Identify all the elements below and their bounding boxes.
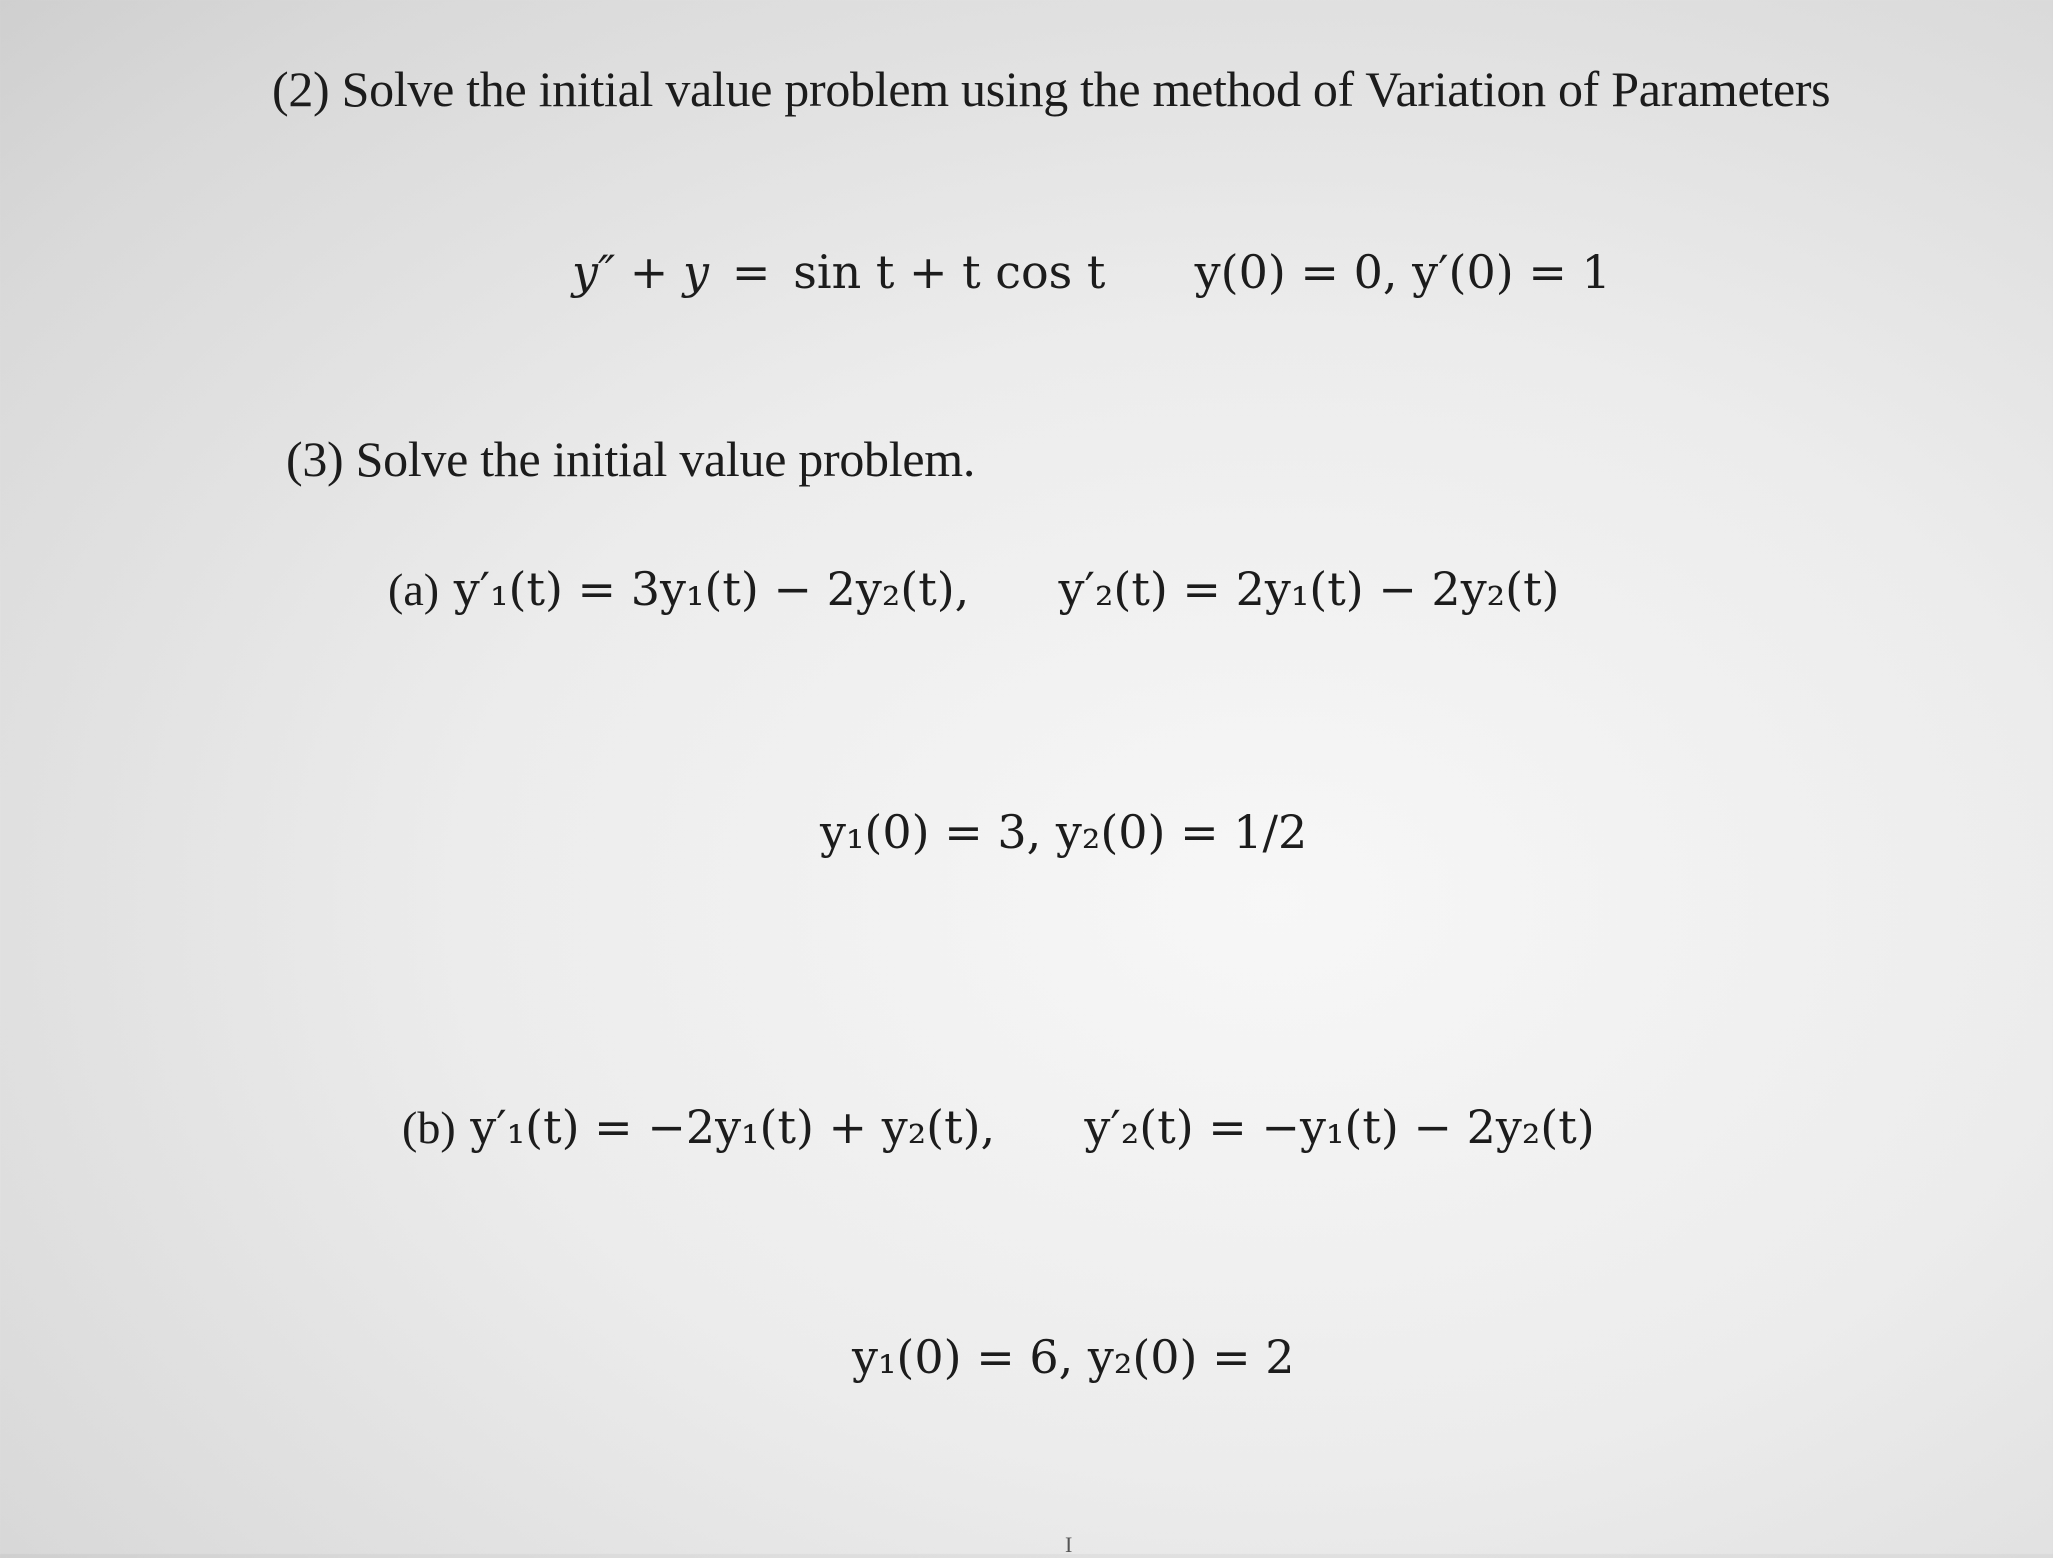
part-b-ic-text: y₁(0) = 6, y₂(0) = 2: [852, 1330, 1295, 1384]
part-a-label: (a): [388, 564, 440, 615]
part-b-initial-conditions: [852, 1330, 1295, 1384]
problem-2-heading: [272, 60, 1830, 118]
part-a-system: [388, 562, 1560, 616]
problem-3-heading: [286, 430, 975, 488]
part-b-label: (b): [402, 1102, 456, 1153]
ode-rhs: sin t + t cos t: [793, 245, 1106, 299]
problem-3-number: (3): [286, 431, 344, 487]
problem-2-text: Solve the initial value problem using the method of Variation of Parameters: [341, 61, 1831, 117]
ode-lhs: y″ + y: [572, 245, 709, 299]
problem-2-number: (2): [272, 61, 330, 117]
part-b-equation-2: y′₂(t) = −y₁(t) − 2y₂(t): [1084, 1100, 1595, 1154]
part-a-equation-1: y′₁(t) = 3y₁(t) − 2y₂(t),: [453, 562, 970, 616]
ode-initial-conditions: y(0) = 0, y′(0) = 1: [1194, 245, 1611, 299]
part-b-system: [402, 1100, 1595, 1154]
problem-3-text: Solve the initial value problem.: [355, 431, 976, 487]
part-a-equation-2: y′₂(t) = 2y₁(t) − 2y₂(t): [1058, 562, 1560, 616]
part-b-equation-1: y′₁(t) = −2y₁(t) + y₂(t),: [470, 1100, 996, 1154]
text-cursor-icon: I: [1065, 1532, 1073, 1557]
problem-2-equation: [572, 245, 1611, 299]
part-a-initial-conditions: [820, 805, 1307, 859]
part-a-ic-text: y₁(0) = 3, y₂(0) = 1/2: [820, 805, 1308, 859]
ode-equals: =: [731, 245, 771, 299]
